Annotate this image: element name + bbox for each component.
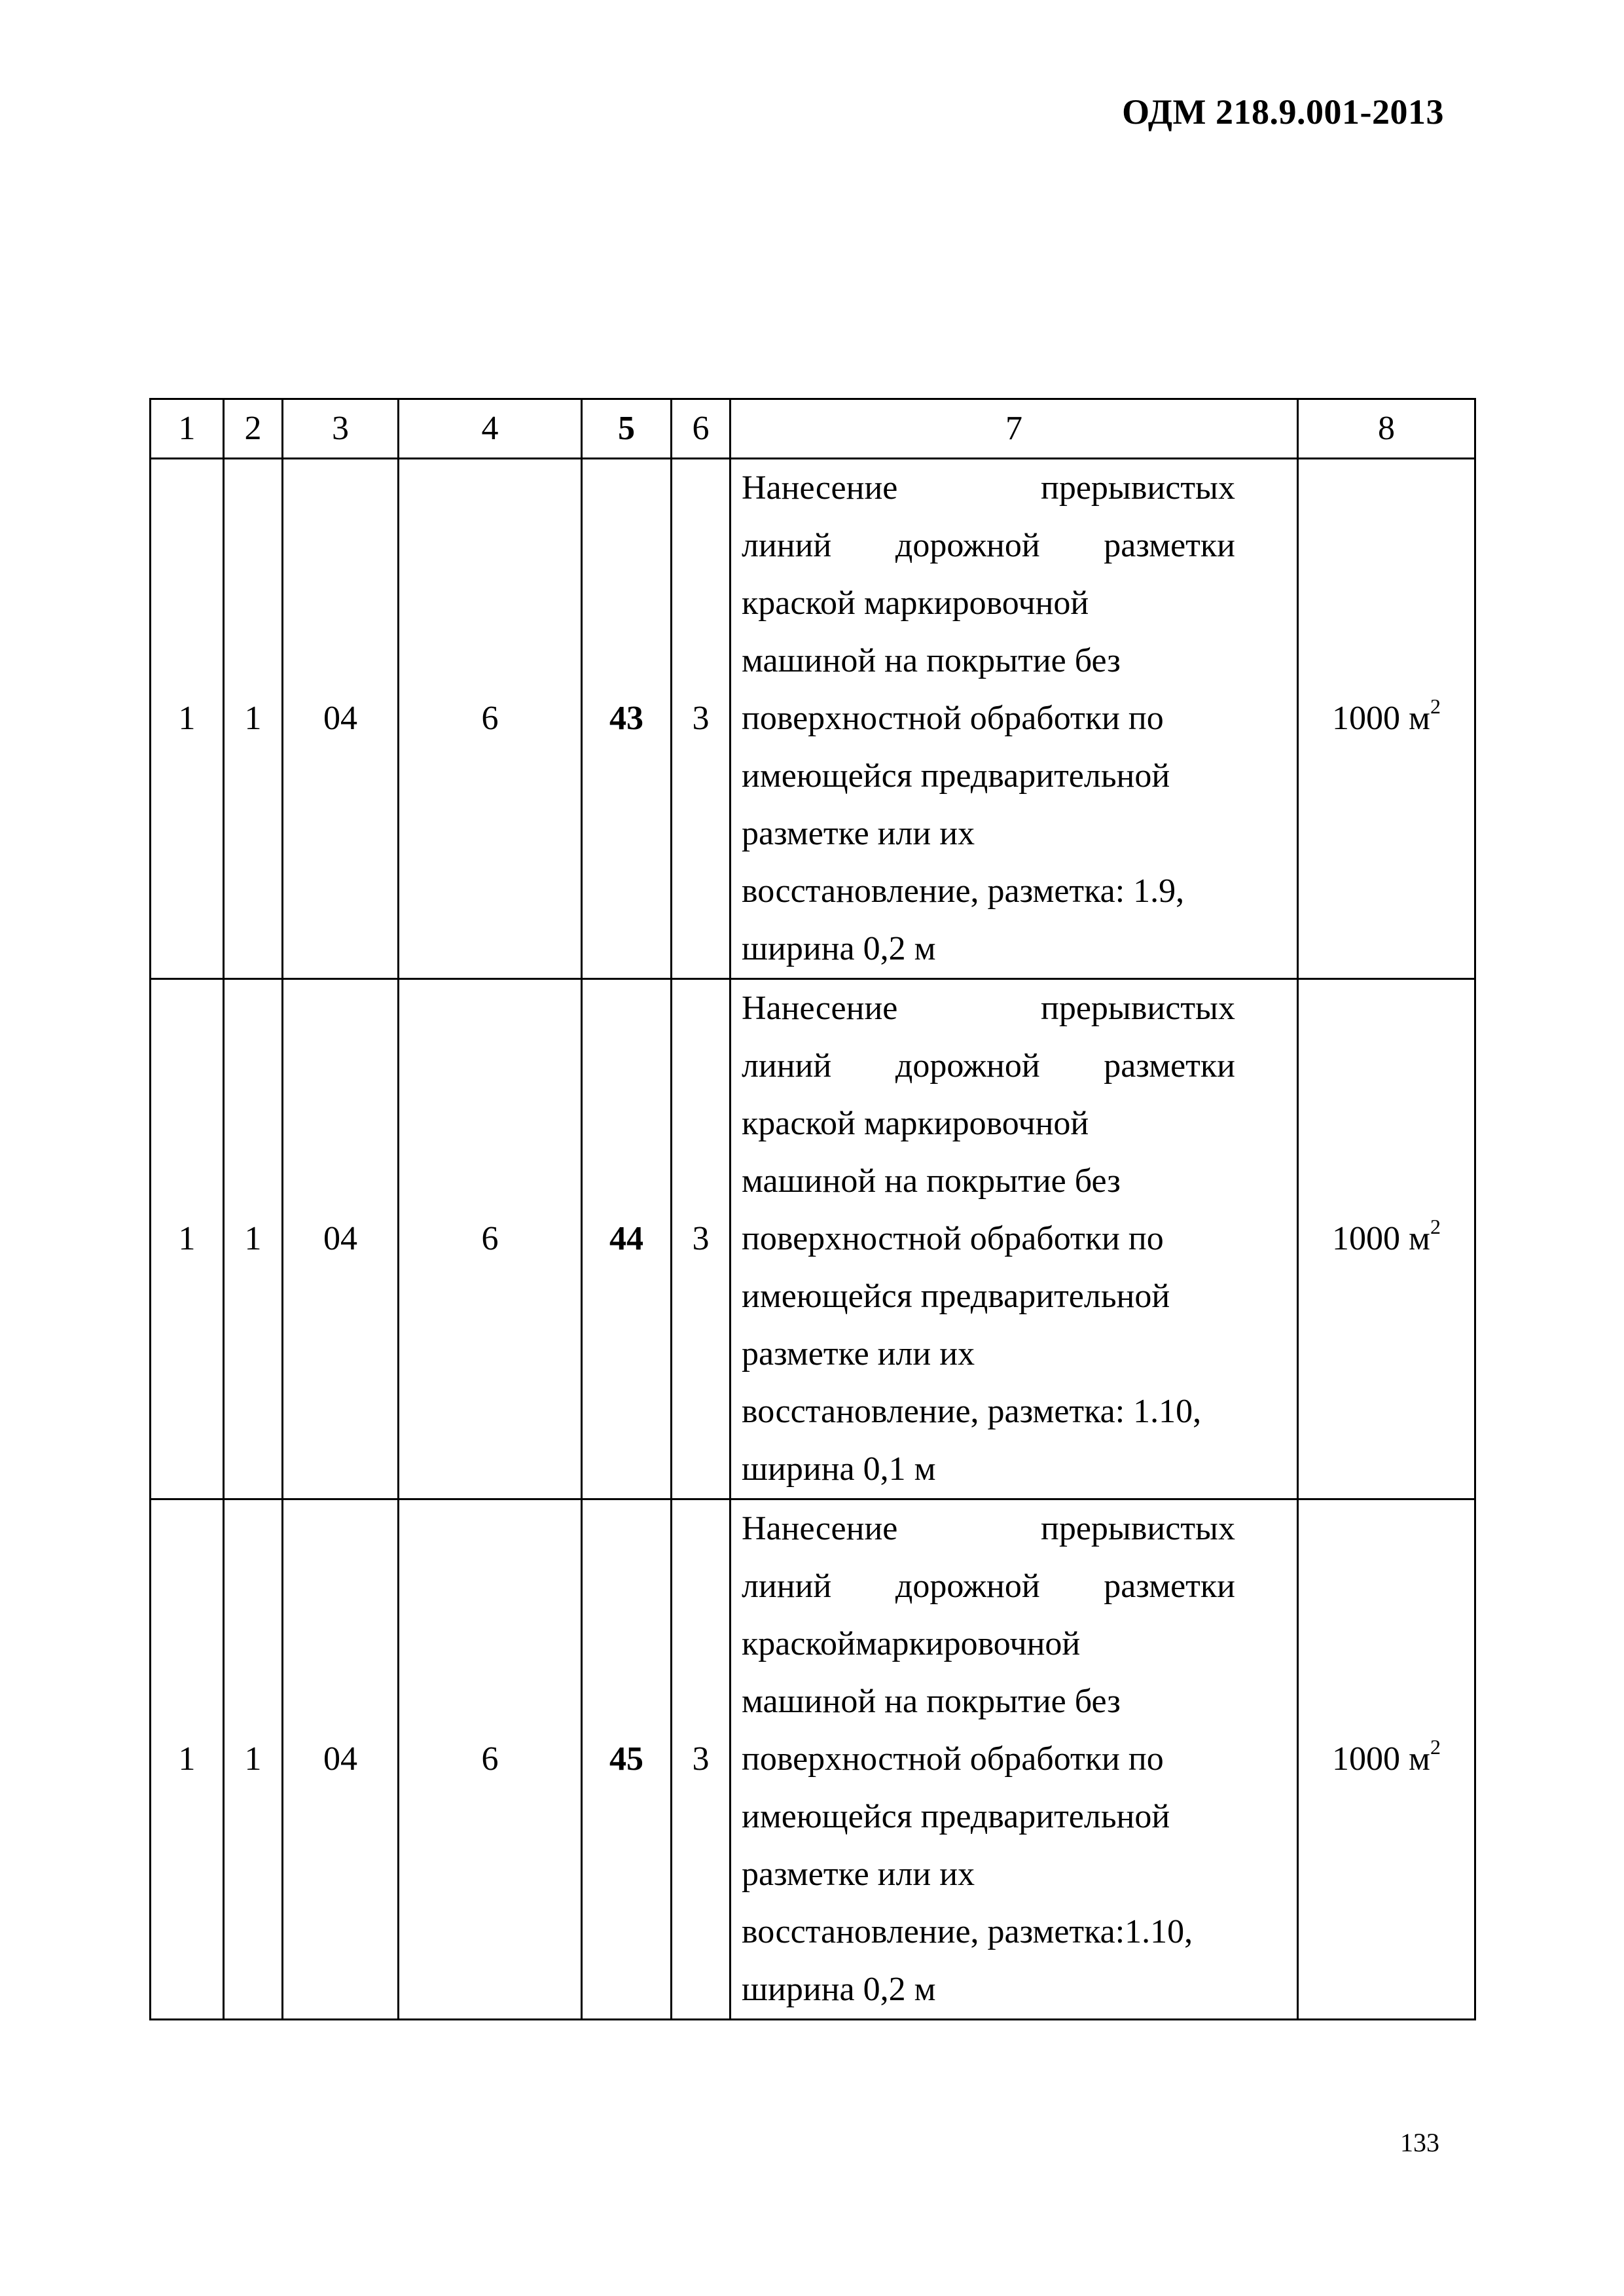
cell-col2: 1: [224, 459, 283, 979]
cell-unit: [1298, 979, 1475, 1499]
column-header: 4: [399, 399, 582, 459]
cell-unit: [1298, 1499, 1475, 2020]
cell-unit: [1298, 459, 1475, 979]
cell-description: [731, 979, 1298, 1499]
specification-table: [149, 398, 1476, 2020]
unit-text: 1000 м: [1332, 1220, 1430, 1257]
cell-col3: 04: [283, 1499, 399, 2020]
description-line: линий дорожной разметки: [742, 1047, 1235, 1085]
column-header: 2: [224, 399, 283, 459]
cell-col3: 04: [283, 979, 399, 1499]
description-line: имеющейся предварительной: [742, 1278, 1170, 1315]
description-line: Нанесение прерывистых: [742, 469, 1235, 507]
cell-col5: 44: [582, 979, 672, 1499]
description-line: ширина 0,1 м: [742, 1450, 936, 1488]
description-line: поверхностной обработки по: [742, 1220, 1164, 1257]
table-row: [151, 459, 1475, 979]
cell-col4: 6: [399, 979, 582, 1499]
cell-col1: 1: [151, 459, 224, 979]
cell-col1: 1: [151, 979, 224, 1499]
cell-col2: 1: [224, 979, 283, 1499]
column-header: 3: [283, 399, 399, 459]
cell-col5: 43: [582, 459, 672, 979]
description-line: машиной на покрытие без: [742, 1683, 1121, 1720]
description-line: имеющейся предварительной: [742, 757, 1170, 795]
cell-description: [731, 1499, 1298, 2020]
cell-col1: 1: [151, 1499, 224, 2020]
cell-col4: 6: [399, 459, 582, 979]
cell-col5: 45: [582, 1499, 672, 2020]
description-line: восстановление, разметка: 1.10,: [742, 1393, 1202, 1430]
unit-superscript: 2: [1430, 1734, 1441, 1759]
cell-col2: 1: [224, 1499, 283, 2020]
cell-col3: 04: [283, 459, 399, 979]
description-line: Нанесение прерывистых: [742, 990, 1235, 1027]
table-row: [151, 1499, 1475, 2020]
document-code: ОДМ 218.9.001-2013: [1122, 92, 1444, 132]
description-line: восстановление, разметка:1.10,: [742, 1913, 1193, 1950]
column-header: 8: [1298, 399, 1475, 459]
description-line: машиной на покрытие без: [742, 642, 1121, 679]
cell-col6: 3: [672, 1499, 731, 2020]
description-line: разметке или их: [742, 815, 975, 852]
cell-col6: 3: [672, 979, 731, 1499]
description-line: разметке или их: [742, 1856, 975, 1893]
unit-text: 1000 м: [1332, 700, 1430, 737]
description-line: линий дорожной разметки: [742, 1568, 1235, 1605]
description-line: линий дорожной разметки: [742, 527, 1235, 564]
table-header-row: [151, 399, 1475, 459]
unit-text: 1000 м: [1332, 1740, 1430, 1778]
description-line: восстановление, разметка: 1.9,: [742, 872, 1185, 910]
description-line: ширина 0,2 м: [742, 930, 936, 967]
unit-superscript: 2: [1430, 1214, 1441, 1238]
description-line: ширина 0,2 м: [742, 1971, 936, 2008]
column-header: 6: [672, 399, 731, 459]
table-row: [151, 979, 1475, 1499]
column-header: 1: [151, 399, 224, 459]
column-header: 7: [731, 399, 1298, 459]
cell-description: [731, 459, 1298, 979]
description-line: Нанесение прерывистых: [742, 1510, 1235, 1547]
description-line: поверхностной обработки по: [742, 1740, 1164, 1778]
description-line: имеющейся предварительной: [742, 1798, 1170, 1835]
description-line: разметке или их: [742, 1335, 975, 1372]
unit-superscript: 2: [1430, 694, 1441, 718]
description-line: поверхностной обработки по: [742, 700, 1164, 737]
cell-col4: 6: [399, 1499, 582, 2020]
description-line: машиной на покрытие без: [742, 1162, 1121, 1200]
page-number: 133: [1400, 2128, 1439, 2157]
cell-col6: 3: [672, 459, 731, 979]
description-line: краской маркировочной: [742, 1105, 1089, 1142]
description-line: краской маркировочной: [742, 584, 1089, 622]
column-header: 5: [582, 399, 672, 459]
description-line: краскоймаркировочной: [742, 1625, 1081, 1662]
